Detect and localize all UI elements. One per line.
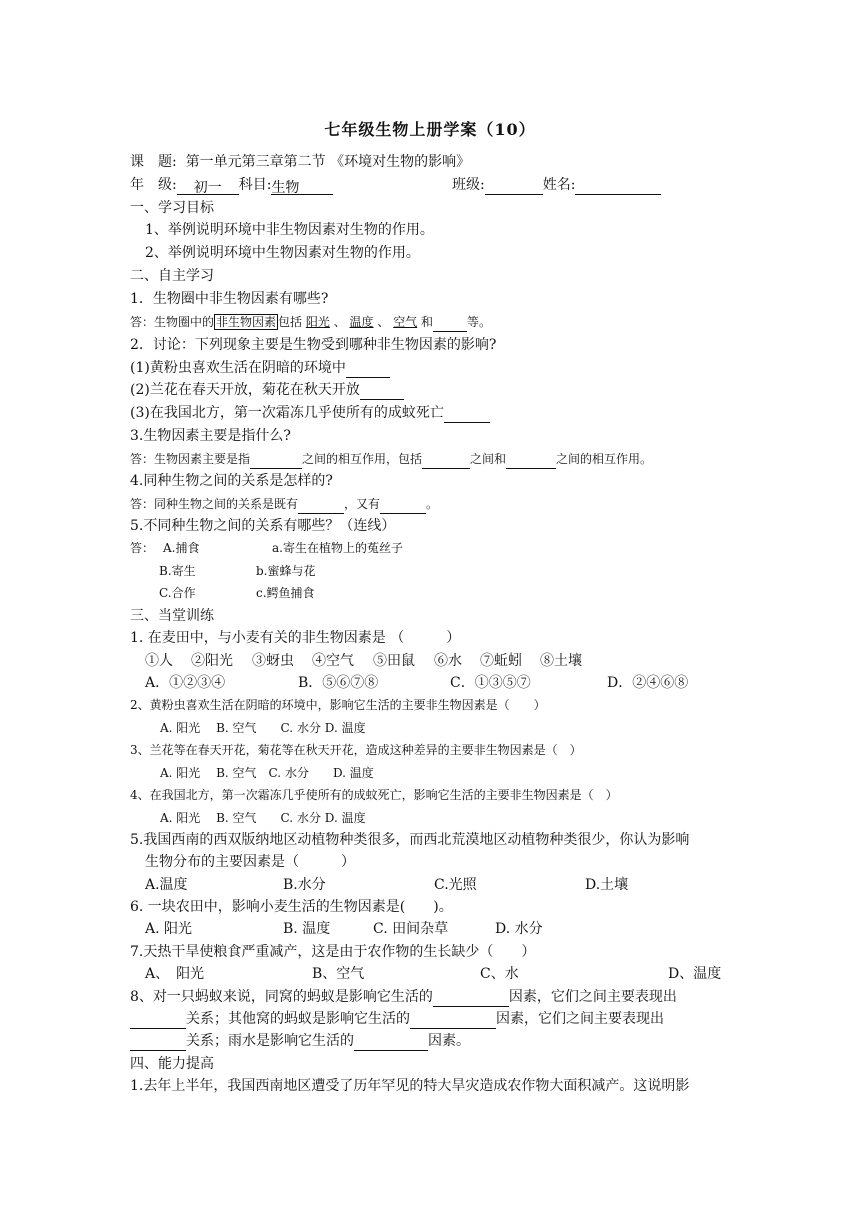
boxed-term: 非生物因素 [216, 315, 277, 329]
exercise-6: 6. 一块农田中，影响小麦生活的生物因素是( )。 [130, 899, 453, 915]
section-1-heading: 一、学习目标 [130, 200, 214, 216]
section-3-heading: 三、当堂训练 [130, 608, 214, 624]
exercise-5-option-b[interactable]: B.水分 [283, 877, 326, 893]
exercise-7-option-c[interactable]: C、水 [480, 966, 519, 982]
match-right-b[interactable]: b.蜜蜂与花 [256, 564, 316, 578]
match-left-b[interactable]: B.寄生 [159, 564, 196, 578]
exercise-1-list-item: ⑧土壤 [540, 653, 582, 669]
exercise-1-list-item: ④空气 [312, 653, 354, 669]
grade-label: 年 级: [130, 177, 177, 193]
exercise-7: 7.天热干旱使粮食严重减产，这是由于农作物的生长缺少（ ） [130, 944, 536, 960]
name-field[interactable] [575, 178, 661, 195]
exercise-8-line-3: 关系；雨水是影响它生活的 因素。 [130, 1031, 470, 1051]
match-left-c[interactable]: C.合作 [159, 586, 196, 600]
lesson-value: 第一单元第三章第二节 《环境对生物的影响》 [185, 154, 471, 170]
match-right-c[interactable]: c.鳄鱼捕食 [256, 586, 315, 600]
exercise-1-option-a[interactable]: A．①②③④ [145, 675, 226, 691]
class-field[interactable] [485, 178, 543, 195]
blank-2-1[interactable] [433, 318, 467, 332]
exercise-2-options[interactable]: A. 阳光 B. 空气 C. 水分 D. 温度 [160, 721, 366, 735]
blank-8-5[interactable] [354, 1034, 428, 1051]
blank-8-4[interactable] [130, 1034, 186, 1051]
exercise-7-option-d[interactable]: D、温度 [668, 966, 722, 982]
exercise-3: 3、兰花等在春天开花，菊花等在秋天开花，造成这种差异的主要非生物因素是（ ） [130, 743, 582, 757]
question-2-5: 5.不同种生物之间的关系有哪些？（连线） [130, 518, 396, 534]
exercise-8-line-2: 关系；其他窝的蚂蚁是影响它生活的 因素，它们之间主要表现出 [130, 1009, 664, 1029]
exercise-4: 4、在我国北方，第一次霜冻几乎使所有的成蚊死亡，影响它生活的主要非生物因素是（ ） [130, 788, 618, 802]
objective-1: 1、举例说明环境中非生物因素对生物的作用。 [145, 222, 434, 238]
question-2-2-item-2: (2)兰花在春天开放，菊花在秋天开放 [130, 380, 404, 400]
blank-2-4-2[interactable] [380, 500, 426, 514]
blank-8-2[interactable] [130, 1012, 186, 1029]
answer-2-5-label: 答： [130, 541, 155, 555]
exercise-6-option-b[interactable]: B. 温度 [283, 921, 331, 937]
exercise-1-list-item: ②阳光 [191, 653, 233, 669]
exercise-1-list-item: ①人 [145, 653, 173, 669]
blank-air: 空气 [393, 315, 418, 329]
name-label: 姓名: [542, 177, 576, 193]
exercise-6-option-a[interactable]: A. 阳光 [145, 921, 193, 937]
blank-8-1[interactable] [433, 990, 509, 1007]
question-2-2-item-3: (3)在我国北方，第一次霜冻几乎使所有的成蚊死亡 [130, 403, 490, 423]
match-right-a[interactable]: a.寄生在植物上的菟丝子 [272, 541, 403, 555]
exercise-1-option-b[interactable]: B．⑤⑥⑦⑧ [298, 675, 379, 691]
section-4-heading: 四、能力提高 [130, 1056, 214, 1072]
exercise-1-list-item: ⑤田鼠 [373, 653, 415, 669]
answer-2-4: 答：同种生物之间的关系是既有 ，又有 。 [130, 494, 438, 514]
blank-2-2-3[interactable] [444, 406, 490, 423]
blank-2-3-1[interactable] [250, 455, 302, 469]
blank-8-3[interactable] [410, 1012, 496, 1029]
exercise-1: 1. 在麦田中，与小麦有关的非生物因素是 （ ） [130, 630, 461, 646]
exercise-4-options[interactable]: A. 阳光 B. 空气 C. 水分 D. 温度 [160, 811, 366, 825]
blank-temperature: 温度 [349, 315, 374, 329]
exercise-1-list-item: ③蚜虫 [252, 653, 294, 669]
class-label: 班级: [452, 177, 485, 193]
question-2-1: 1．生物圈中非生物因素有哪些? [130, 291, 329, 307]
subject-field[interactable]: 生物 [271, 178, 333, 195]
exercise-7-option-b[interactable]: B、空气 [312, 966, 365, 982]
lesson-line [130, 152, 470, 172]
question-2-3: 3.生物因素主要是指什么? [130, 428, 291, 444]
exercise-1-option-d[interactable]: D．②④⑥⑧ [607, 675, 689, 691]
blank-sunlight: 阳光 [305, 315, 330, 329]
question-2-4: 4.同种生物之间的关系是怎样的? [130, 473, 333, 489]
answer-2-1: 答：生物圈中的 非生物因素 包括 阳光 、 温度 、 空气 和 等。 [130, 312, 491, 332]
exercise-5-option-a[interactable]: A.温度 [145, 877, 188, 893]
exercise-1-option-c[interactable]: C．①③⑤⑦ [450, 675, 531, 691]
blank-2-2-1[interactable] [346, 361, 390, 378]
match-left-a[interactable]: A.捕食 [163, 541, 200, 555]
blank-2-2-2[interactable] [360, 383, 404, 400]
subject-label: 科目: [238, 177, 272, 193]
exercise-5-line-2: 生物分布的主要因素是（ ） [145, 854, 355, 870]
exercise-3-options[interactable]: A. 阳光 B. 空气 C. 水分 D. 温度 [160, 766, 374, 780]
class-name-line [452, 175, 661, 195]
question-2-2-item-1: (1)黄粉虫喜欢生活在阴暗的环境中 [130, 358, 390, 378]
grade-line [130, 175, 333, 195]
page-title: 七年级生物上册学案（10） [324, 120, 536, 139]
exercise-5-option-c[interactable]: C.光照 [434, 877, 477, 893]
exercise-5-line-1: 5.我国西南的西双版纳地区动植物种类很多，而西北荒漠地区动植物种类很少，你认为影响 [130, 832, 690, 848]
exercise-7-option-a[interactable]: A、 阳光 [145, 966, 205, 982]
blank-2-4-1[interactable] [298, 500, 344, 514]
grade-field[interactable]: 初一 [177, 178, 239, 195]
blank-2-3-3[interactable] [506, 455, 556, 469]
blank-2-3-2[interactable] [422, 455, 470, 469]
exercise-5-option-d[interactable]: D.土壤 [585, 877, 629, 893]
ability-question-1: 1.去年上半年，我国西南地区遭受了历年罕见的特大旱灾造成农作物大面积减产。这说明影 [130, 1078, 690, 1094]
objective-2: 2、举例说明环境中生物因素对生物的作用。 [145, 245, 420, 261]
exercise-1-list-item: ⑥水 [434, 653, 462, 669]
exercise-8-line-1: 8、对一只蚂蚁来说，同窝的蚂蚁是影响它生活的 因素，它们之间主要表现出 [130, 989, 677, 1005]
exercise-6-option-d[interactable]: D. 水分 [495, 921, 543, 937]
exercise-1-list-item: ⑦蚯蚓 [480, 653, 522, 669]
exercise-2: 2、黄粉虫喜欢生活在阴暗的环境中，影响它生活的主要非生物因素是（ ） [130, 698, 546, 712]
exercise-6-option-c[interactable]: C. 田间杂草 [373, 921, 449, 937]
section-2-heading: 二、自主学习 [130, 268, 214, 284]
lesson-label: 课 题: [130, 154, 177, 170]
question-2-2: 2．讨论：下列现象主要是生物受到哪种非生物因素的影响? [130, 337, 497, 353]
answer-2-3: 答：生物因素主要是指 之间的相互作用，包括 之间和 之间的相互作用。 [130, 449, 652, 469]
